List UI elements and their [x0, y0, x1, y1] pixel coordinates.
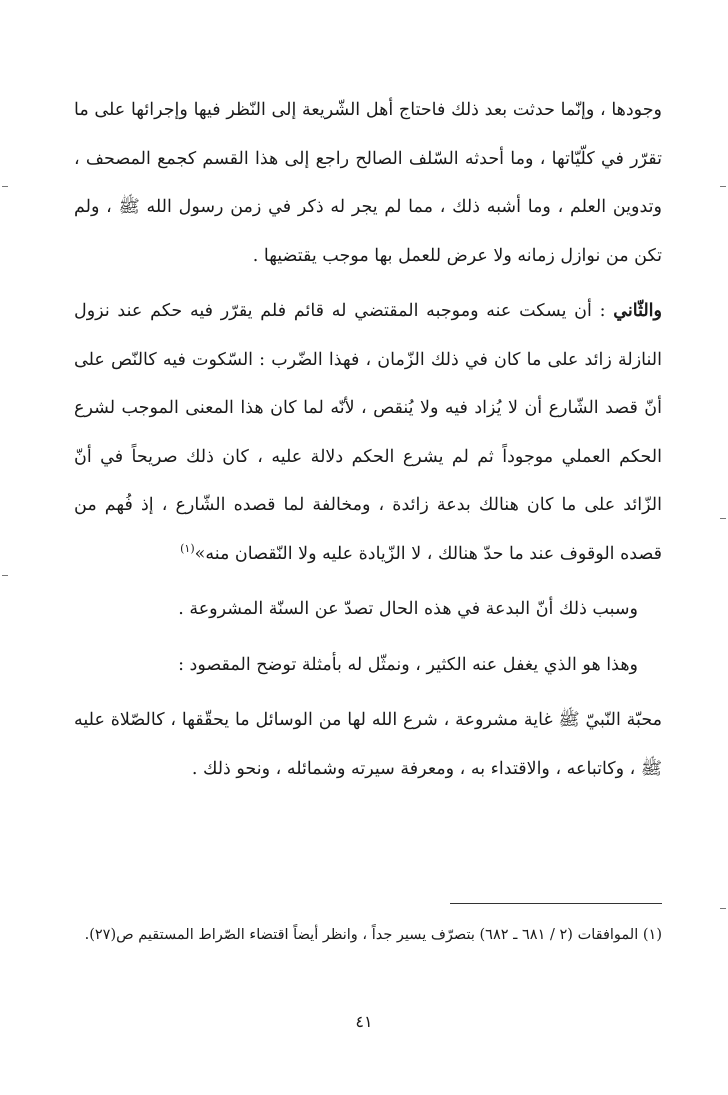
- paragraph-3: [74, 585, 662, 634]
- paragraph-2: [74, 287, 662, 578]
- margin-tick: [720, 908, 726, 909]
- paragraph-4: [74, 641, 662, 690]
- paragraph-1: [74, 86, 662, 280]
- margin-tick: [720, 518, 726, 519]
- footnote-reference[interactable]: (١): [180, 541, 195, 555]
- paragraph-1-text: وجودها ، وإنّما حدثت بعد ذلك فاحتاج أهل الشّريعة إلى النّظر فيها وإجرائها على ما تقرّر في كلّيّاتها ، وما أحدثه السّلف الصالح راجع إلى هذا القسم كجمع المصحف ، وتدوين العلم ، وما أشبه ذلك ، مما لم يجر له ذكر في زمن رسول الله ﷺ ، ولم تكن من نوازل زمانه ولا عرض للعمل بها موجب يقتضيها .: [74, 100, 662, 266]
- main-text: [74, 86, 662, 793]
- footnote-1: [66, 918, 662, 952]
- paragraph-5: [74, 696, 662, 793]
- paragraph-4-text: وهذا هو الذي يغفل عنه الكثير ، ونمثّل له بأمثلة توضح المقصود :: [178, 654, 638, 675]
- footnotes-section: [66, 918, 662, 952]
- paragraph-5-text: محبّة النّبيّ ﷺ غاية مشروعة ، شرع الله لها من الوسائل ما يحقّقها ، كالصّلاة عليه ﷺ ، وكاتباعه ، والاقتداء به ، ومعرفة سيرته وشمائله ، ونحو ذلك .: [74, 710, 662, 779]
- margin-tick: [2, 575, 8, 576]
- footnote-1-text: الموافقات (٢ / ٦٨١ ـ ٦٨٢) بتصرّف يسير جداً ، وانظر أيضاً اقتضاء الصّراط المستقيم ص(٢٧).: [84, 927, 639, 943]
- margin-tick: [720, 186, 726, 187]
- footnote-1-number: (١): [642, 927, 662, 943]
- page-number: ٤١: [355, 1012, 373, 1031]
- paragraph-2-text: : أن يسكت عنه وموجبه المقتضي له قائم فلم يقرّر فيه حكم عند نزول النازلة زائد على ما كان في ذلك الزّمان ، فهذا الضّرب : السّكوت فيه كالنّص على أنّ قصد الشّارع أن لا يُزاد فيه ولا يُنقص ، لأنّه لما كان هذا المعنى الموجب لشرع الحكم العملي موجوداً ثم لم يشرع الحكم دلالة عليه ، كان ذلك صريحاً في أنّ الزّائد على ما كان هنالك بدعة زائدة ، ومخالفة لما قصده الشّارع ، إذ فُهم من قصده الوقوف عند ما حدّ هنالك ، لا الزّيادة عليه ولا النّقصان منه»: [74, 301, 662, 564]
- footnote-divider: [450, 903, 662, 904]
- margin-tick: [2, 186, 8, 187]
- paragraph-2-lead: والثّاني: [613, 301, 662, 321]
- paragraph-3-text: وسبب ذلك أنّ البدعة في هذه الحال تصدّ عن السنّة المشروعة .: [178, 599, 638, 619]
